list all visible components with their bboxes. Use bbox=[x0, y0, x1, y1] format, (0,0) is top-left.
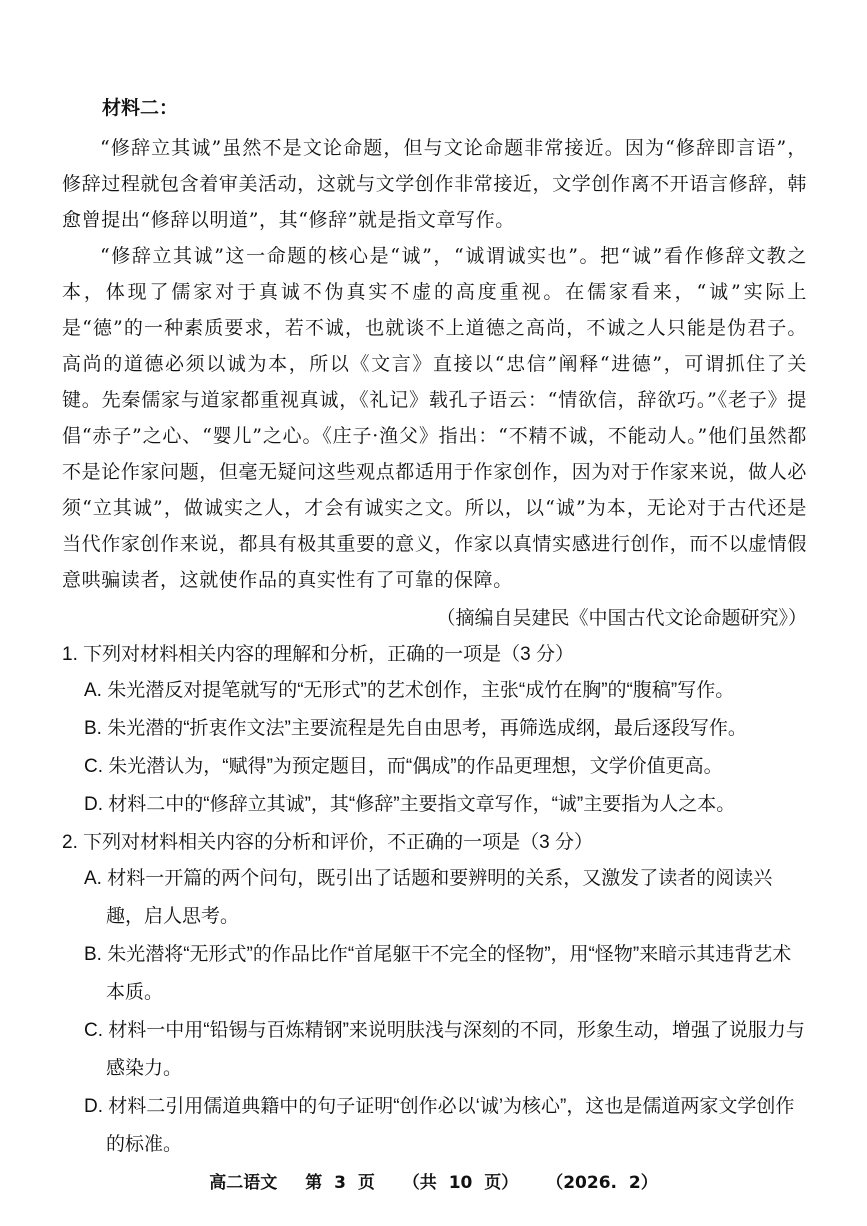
question-2-option-d: D. 材料二引用儒道典籍中的句子证明“创作必以‘诚’为核心”，这也是儒道两家文学创作的标准。 bbox=[84, 1096, 795, 1155]
question-2-options bbox=[62, 860, 807, 1164]
footer-subject: 高二语文 bbox=[209, 1173, 278, 1193]
question-1-options bbox=[62, 672, 807, 824]
question-1-stem: 1. 下列对材料相关内容的理解和分析，正确的一项是（3 分） bbox=[62, 644, 574, 665]
question-1-option-c: C. 朱光潜认为，“赋得”为预定题目，而“偶成”的作品更理想，文学价值更高。 bbox=[84, 756, 723, 777]
material2-paragraph-2: “修辞立其诚”这一命题的核心是“诚”，“诚谓诚实也”。把“诚”看作修辞文教之本，体现了儒家对于真诚不伪真实不虚的高度重视。在儒家看来，“诚”实际上是“德”的一种素质要求，若不诚，也就谈不上道德之高尚，不诚之人只能是伪君子。高尚的道德必须以诚为本，所以《文言》直接以“忠信”阐释“进德”，可谓抓住了关键。先秦儒家与道家都重视真诚，《礼记》载孔子语云：“情欲信，辞欲巧。”《老子》提倡“赤子”之心、“婴儿”之心。《庄子·渔父》指出：“不精不诚，不能动人。”他们虽然都不是论作家问题，但毫无疑问这些观点都适用于作家创作，因为对于作家来说，做人必须“立其诚”，做诚实之人，才会有诚实之文。所以，以“诚”为本，无论对于古代还是当代作家创作来说，都具有极其重要的意义，作家以真情实感进行创作，而不以虚情假意哄骗读者，这就使作品的真实性有了可靠的保障。 bbox=[62, 245, 807, 591]
material2-source: （摘编自吴建民《中国古代文论命题研究》） bbox=[436, 607, 807, 629]
question-1-option-b: B. 朱光潜的“折衷作文法”主要流程是先自由思考，再筛选成纲，最后逐段写作。 bbox=[84, 718, 747, 739]
question-2-option-c: C. 材料一中用“铅锡与百炼精钢”来说明肤浅与深刻的不同，形象生动，增强了说服力与感染力。 bbox=[84, 1020, 805, 1079]
material2-paragraph-1: “修辞立其诚”虽然不是文论命题，但与文论命题非常接近。因为“修辞即言语”，修辞过程就包含着审美活动，这就与文学创作非常接近，文学创作离不开语言修辞，韩愈曾提出“修辞以明道”，其“修辞”就是指文章写作。 bbox=[62, 137, 807, 231]
footer-total: （共 10 页） bbox=[402, 1173, 519, 1193]
question-1-option-d: D. 材料二中的“修辞立其诚”，其“修辞”主要指文章写作，“诚”主要指为人之本。 bbox=[84, 794, 736, 815]
page-footer bbox=[0, 1168, 867, 1193]
footer-date: （2026. 2） bbox=[546, 1173, 658, 1193]
material2-heading: 材料二： bbox=[102, 97, 179, 119]
question-2-option-a: A. 材料一开篇的两个问句，既引出了话题和要辨明的关系，又激发了读者的阅读兴趣，启人思考。 bbox=[84, 868, 773, 927]
question-2-option-b: B. 朱光潜将“无形式”的作品比作“首尾躯干不完全的怪物”，用“怪物”来暗示其违背艺术本质。 bbox=[84, 944, 792, 1003]
question-2-stem: 2. 下列对材料相关内容的分析和评价，不正确的一项是（3 分） bbox=[62, 832, 593, 853]
question-1-option-a: A. 朱光潜反对提笔就写的“无形式”的艺术创作，主张“成竹在胸”的“腹稿”写作。 bbox=[84, 680, 735, 701]
footer-page: 第 3 页 bbox=[305, 1173, 375, 1193]
